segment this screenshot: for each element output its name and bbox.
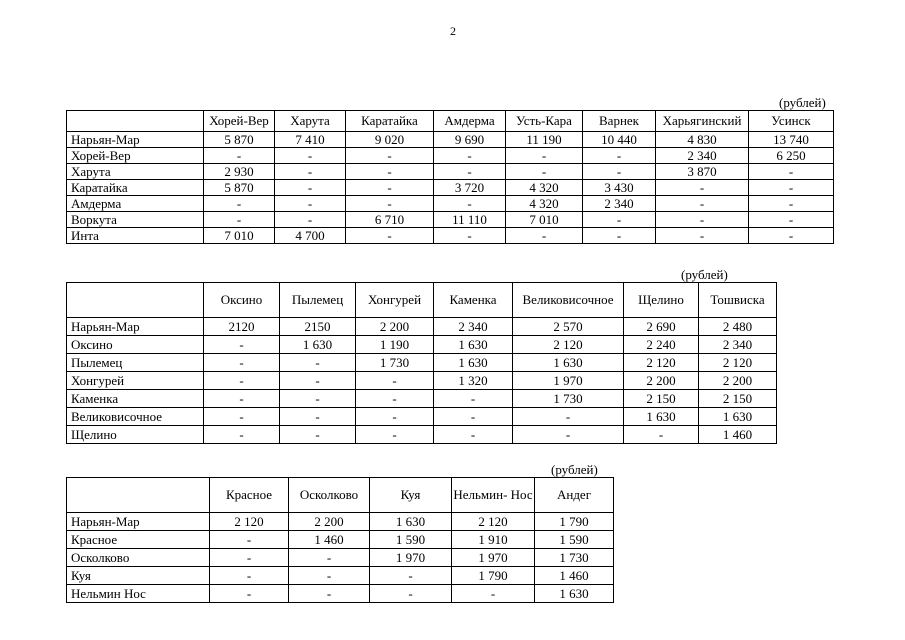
- fare-cell: -: [749, 196, 834, 212]
- fare-cell: -: [204, 372, 280, 390]
- fare-cell: 1 630: [624, 408, 699, 426]
- row-header: Нарьян-Мар: [67, 513, 210, 531]
- fare-cell: -: [204, 212, 275, 228]
- row-header: Воркута: [67, 212, 204, 228]
- fare-cell: -: [346, 228, 434, 244]
- fare-table-1: [66, 110, 834, 244]
- fare-cell: -: [275, 164, 346, 180]
- column-header: Каратайка: [346, 111, 434, 132]
- fare-cell: -: [583, 228, 656, 244]
- fare-cell: 2 340: [434, 318, 513, 336]
- fare-cell: -: [356, 426, 434, 444]
- fare-cell: -: [370, 585, 452, 603]
- fare-cell: -: [452, 585, 535, 603]
- fare-cell: -: [583, 212, 656, 228]
- table-row: [67, 354, 777, 372]
- fare-cell: -: [275, 196, 346, 212]
- corner-cell: [67, 283, 204, 318]
- table-row: [67, 531, 614, 549]
- fare-cell: 1 630: [434, 336, 513, 354]
- fare-cell: 5 870: [204, 180, 275, 196]
- fare-cell: 11 110: [434, 212, 506, 228]
- column-header: Пылемец: [280, 283, 356, 318]
- fare-cell: 2 690: [624, 318, 699, 336]
- fare-cell: 1 460: [699, 426, 777, 444]
- fare-cell: 9 020: [346, 132, 434, 148]
- fare-cell: 2 200: [624, 372, 699, 390]
- column-header: Харута: [275, 111, 346, 132]
- fare-cell: -: [210, 585, 289, 603]
- fare-cell: 4 320: [506, 196, 583, 212]
- row-header: Оксино: [67, 336, 204, 354]
- fare-cell: -: [275, 212, 346, 228]
- unit-label-table-1: (рублей): [779, 95, 826, 110]
- fare-cell: -: [280, 372, 356, 390]
- fare-cell: -: [434, 148, 506, 164]
- fare-cell: -: [513, 426, 624, 444]
- fare-cell: 1 590: [370, 531, 452, 549]
- table-row: [67, 318, 777, 336]
- table-header-row: [67, 478, 614, 513]
- fare-cell: 7 010: [506, 212, 583, 228]
- page-number: 2: [450, 24, 456, 38]
- fare-cell: 1 630: [370, 513, 452, 531]
- fare-cell: 1 460: [289, 531, 370, 549]
- fare-cell: -: [656, 228, 749, 244]
- fare-cell: -: [356, 372, 434, 390]
- row-header: Амдерма: [67, 196, 204, 212]
- row-header: Нарьян-Мар: [67, 132, 204, 148]
- fare-cell: 1 630: [434, 354, 513, 372]
- fare-cell: 3 430: [583, 180, 656, 196]
- fare-cell: -: [204, 390, 280, 408]
- row-header: Красное: [67, 531, 210, 549]
- fare-cell: -: [204, 426, 280, 444]
- row-header: Пылемец: [67, 354, 204, 372]
- table-header-row: [67, 111, 834, 132]
- fare-cell: 5 870: [204, 132, 275, 148]
- corner-cell: [67, 478, 210, 513]
- fare-cell: -: [749, 212, 834, 228]
- fare-cell: -: [434, 228, 506, 244]
- fare-cell: 1 630: [699, 408, 777, 426]
- column-header: Усть-Кара: [506, 111, 583, 132]
- row-header: Хонгурей: [67, 372, 204, 390]
- row-header: Щелино: [67, 426, 204, 444]
- table-row: [67, 549, 614, 567]
- table-row: [67, 513, 614, 531]
- fare-cell: 1 320: [434, 372, 513, 390]
- fare-cell: 2 240: [624, 336, 699, 354]
- table-row: [67, 408, 777, 426]
- table-row: [67, 426, 777, 444]
- fare-cell: 3 870: [656, 164, 749, 180]
- table-row: [67, 372, 777, 390]
- fare-cell: 2 120: [699, 354, 777, 372]
- table-row: [67, 336, 777, 354]
- fare-cell: 1 630: [280, 336, 356, 354]
- fare-cell: -: [280, 408, 356, 426]
- fare-cell: 2 200: [289, 513, 370, 531]
- fare-cell: 2 340: [699, 336, 777, 354]
- fare-cell: 2 480: [699, 318, 777, 336]
- fare-cell: -: [280, 426, 356, 444]
- fare-cell: 7 410: [275, 132, 346, 148]
- table-header-row: [67, 283, 777, 318]
- fare-cell: 4 700: [275, 228, 346, 244]
- fare-cell: 2 120: [624, 354, 699, 372]
- fare-cell: 1 730: [356, 354, 434, 372]
- fare-cell: 4 830: [656, 132, 749, 148]
- fare-cell: 11 190: [506, 132, 583, 148]
- fare-cell: -: [289, 549, 370, 567]
- fare-cell: -: [583, 164, 656, 180]
- column-header: Усинск: [749, 111, 834, 132]
- fare-cell: -: [370, 567, 452, 585]
- fare-cell: 2 120: [513, 336, 624, 354]
- fare-cell: 1 630: [535, 585, 614, 603]
- fare-cell: 1 190: [356, 336, 434, 354]
- fare-cell: -: [289, 585, 370, 603]
- row-header: Нарьян-Мар: [67, 318, 204, 336]
- fare-cell: 4 320: [506, 180, 583, 196]
- fare-cell: 6 710: [346, 212, 434, 228]
- fare-cell: 1 460: [535, 567, 614, 585]
- fare-cell: -: [434, 426, 513, 444]
- fare-cell: 1 790: [452, 567, 535, 585]
- fare-cell: -: [513, 408, 624, 426]
- fare-cell: 6 250: [749, 148, 834, 164]
- fare-cell: -: [506, 148, 583, 164]
- fare-cell: 2 340: [583, 196, 656, 212]
- fare-cell: -: [434, 408, 513, 426]
- table-row: [67, 212, 834, 228]
- fare-cell: -: [204, 336, 280, 354]
- fare-cell: 13 740: [749, 132, 834, 148]
- fare-cell: -: [275, 180, 346, 196]
- row-header: Великовисочное: [67, 408, 204, 426]
- column-header: Осколково: [289, 478, 370, 513]
- fare-cell: 2 930: [204, 164, 275, 180]
- column-header: Тошвиска: [699, 283, 777, 318]
- row-header: Харута: [67, 164, 204, 180]
- table-row: [67, 132, 834, 148]
- fare-cell: -: [280, 390, 356, 408]
- fare-cell: -: [275, 148, 346, 164]
- column-header: Оксино: [204, 283, 280, 318]
- fare-cell: 2 340: [656, 148, 749, 164]
- row-header: Каменка: [67, 390, 204, 408]
- table-row: [67, 585, 614, 603]
- row-header: Куя: [67, 567, 210, 585]
- fare-cell: -: [749, 180, 834, 196]
- fare-cell: -: [434, 164, 506, 180]
- row-header: Осколково: [67, 549, 210, 567]
- fare-cell: -: [204, 196, 275, 212]
- column-header: Амдерма: [434, 111, 506, 132]
- fare-cell: -: [434, 390, 513, 408]
- fare-cell: -: [346, 148, 434, 164]
- fare-cell: -: [346, 180, 434, 196]
- fare-cell: -: [356, 390, 434, 408]
- row-header: Нельмин Нос: [67, 585, 210, 603]
- column-header: Каменка: [434, 283, 513, 318]
- fare-cell: -: [210, 531, 289, 549]
- fare-cell: -: [280, 354, 356, 372]
- column-header: Харьягинский: [656, 111, 749, 132]
- fare-cell: -: [210, 567, 289, 585]
- fare-cell: 9 690: [434, 132, 506, 148]
- fare-cell: 1 630: [513, 354, 624, 372]
- column-header: Куя: [370, 478, 452, 513]
- fare-cell: -: [356, 408, 434, 426]
- fare-cell: 2120: [204, 318, 280, 336]
- row-header: Хорей-Вер: [67, 148, 204, 164]
- table-row: [67, 390, 777, 408]
- fare-cell: 2 150: [699, 390, 777, 408]
- column-header: Хонгурей: [356, 283, 434, 318]
- fare-cell: -: [656, 196, 749, 212]
- table-row: [67, 148, 834, 164]
- row-header: Каратайка: [67, 180, 204, 196]
- fare-cell: 1 730: [513, 390, 624, 408]
- fare-cell: 2 120: [452, 513, 535, 531]
- column-header: Великовисочное: [513, 283, 624, 318]
- fare-cell: 1 910: [452, 531, 535, 549]
- fare-cell: 1 970: [513, 372, 624, 390]
- table-row: [67, 180, 834, 196]
- column-header: Щелино: [624, 283, 699, 318]
- table-row: [67, 164, 834, 180]
- fare-cell: 1 970: [370, 549, 452, 567]
- table-row: [67, 228, 834, 244]
- column-header: Нельмин- Нос: [452, 478, 535, 513]
- fare-cell: 7 010: [204, 228, 275, 244]
- fare-cell: 2 570: [513, 318, 624, 336]
- fare-cell: -: [204, 354, 280, 372]
- fare-cell: -: [506, 164, 583, 180]
- fare-cell: -: [289, 567, 370, 585]
- fare-cell: -: [624, 426, 699, 444]
- fare-cell: -: [506, 228, 583, 244]
- fare-cell: 1 590: [535, 531, 614, 549]
- column-header: Варнек: [583, 111, 656, 132]
- fare-cell: 1 790: [535, 513, 614, 531]
- column-header: Хорей-Вер: [204, 111, 275, 132]
- fare-cell: -: [346, 196, 434, 212]
- fare-cell: -: [204, 408, 280, 426]
- fare-cell: -: [749, 164, 834, 180]
- fare-table-3: [66, 477, 614, 603]
- fare-cell: 10 440: [583, 132, 656, 148]
- fare-cell: 2 120: [210, 513, 289, 531]
- fare-cell: 3 720: [434, 180, 506, 196]
- fare-cell: -: [434, 196, 506, 212]
- fare-cell: 2150: [280, 318, 356, 336]
- fare-cell: -: [749, 228, 834, 244]
- fare-cell: -: [656, 180, 749, 196]
- fare-cell: -: [656, 212, 749, 228]
- table-row: [67, 567, 614, 585]
- column-header: Андег: [535, 478, 614, 513]
- fare-cell: -: [204, 148, 275, 164]
- row-header: Инта: [67, 228, 204, 244]
- fare-cell: 1 730: [535, 549, 614, 567]
- fare-cell: -: [210, 549, 289, 567]
- fare-cell: 2 200: [356, 318, 434, 336]
- unit-label-table-3: (рублей): [551, 462, 598, 477]
- fare-table-2: [66, 282, 777, 444]
- unit-label-table-2: (рублей): [681, 267, 728, 282]
- corner-cell: [67, 111, 204, 132]
- fare-cell: 2 200: [699, 372, 777, 390]
- fare-cell: 1 970: [452, 549, 535, 567]
- table-row: [67, 196, 834, 212]
- column-header: Красное: [210, 478, 289, 513]
- fare-cell: -: [583, 148, 656, 164]
- fare-cell: 2 150: [624, 390, 699, 408]
- fare-cell: -: [346, 164, 434, 180]
